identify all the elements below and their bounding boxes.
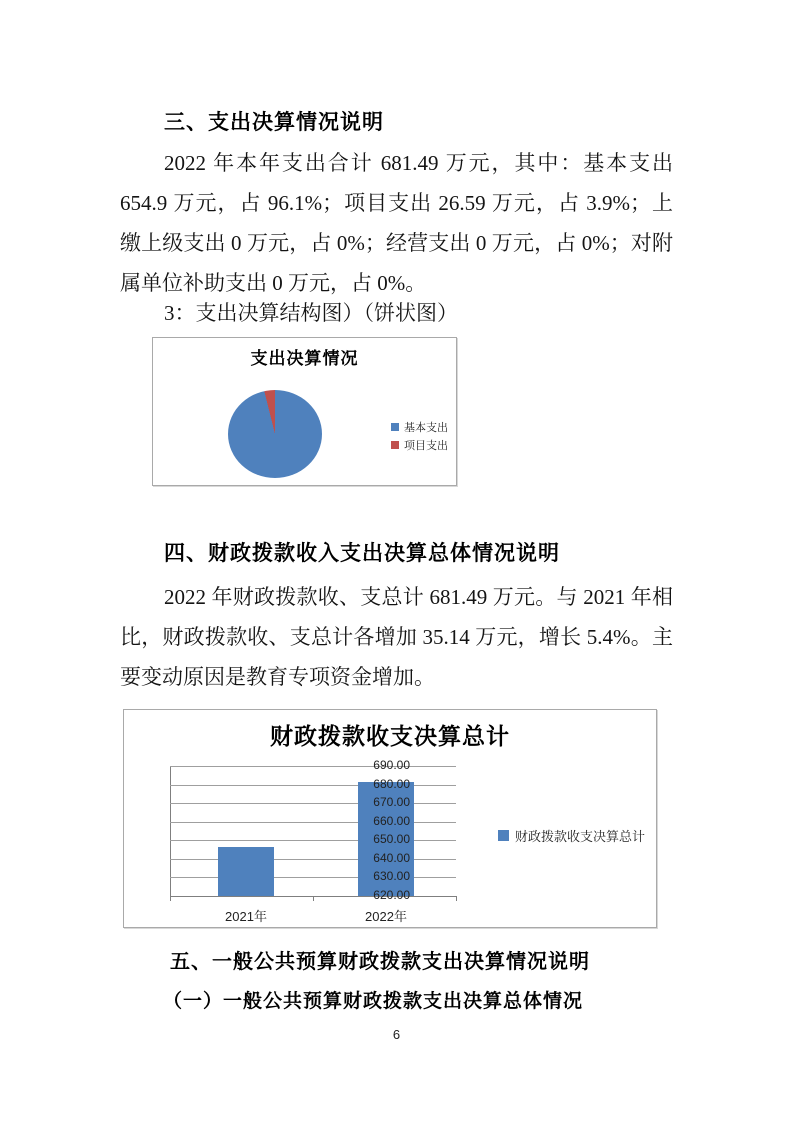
x-tick-mark [313,896,314,901]
section-3-heading: 三、支出决算情况说明 [164,111,384,134]
paragraph-line: 654.9 万元，占 96.1%；项目支出 26.59 万元，占 3.9%；上 [120,191,673,215]
page-number: 6 [392,1027,401,1042]
paragraph-line: 要变动原因是教育专项资金增加。 [120,665,435,689]
bar-legend [498,826,645,844]
x-tick-mark [170,896,171,901]
y-tick-label: 640.00 [373,850,410,865]
legend-swatch-red-icon [391,441,399,449]
pie-chart-caption: 3：支出决算结构图）（饼状图） [164,301,458,325]
x-axis-label-2021: 2021年 [225,909,267,924]
bar-chart [123,709,657,928]
bar-2021年 [218,847,274,896]
y-tick-label: 660.00 [373,813,410,828]
paragraph-line: 2022 年本年支出合计 681.49 万元，其中：基本支出 [164,151,673,175]
x-axis-label-2022: 2022年 [365,909,407,924]
pie-chart [152,337,457,486]
pie-chart-title: 支出决算情况 [250,349,359,368]
legend-item [391,436,448,454]
section-4-paragraph [120,577,673,697]
legend-swatch-blue-icon [498,830,509,841]
section-4-heading: 四、财政拨款收入支出决算总体情况说明 [164,542,560,565]
section-3-paragraph [120,143,673,303]
paragraph-line: 2022 年财政拨款收、支总计 681.49 万元。与 2021 年相 [164,585,673,609]
y-tick-label: 690.00 [373,758,410,772]
legend-item [391,418,448,436]
section-5-heading: 五、一般公共预算财政拨款支出决算情况说明 [170,951,590,973]
paragraph-line: 缴上级支出 0 万元，占 0%；经营支出 0 万元，占 0%；对附 [120,231,673,255]
y-tick-label: 650.00 [373,832,410,847]
y-tick-label: 620.00 [373,888,410,902]
y-tick-label: 680.00 [373,776,410,791]
section-5-subheading: （一）一般公共预算财政拨款支出决算总体情况 [163,991,584,1012]
bar-chart-plot-area [170,766,456,896]
y-tick-label: 670.00 [373,795,410,810]
paragraph-line: 比，财政拨款收、支总计各增加 35.14 万元，增长 5.4%。主 [120,625,673,649]
pie-legend [391,418,448,454]
legend-label: 财政拨款收支决算总计 [515,828,646,844]
legend-swatch-blue-icon [391,423,399,431]
legend-item [498,826,645,844]
legend-label: 基本支出 [404,422,448,434]
y-tick-label: 630.00 [373,869,410,884]
gridline [170,766,456,767]
x-tick-mark [456,896,457,901]
legend-label: 项目支出 [404,440,448,452]
pie-graphic [228,390,322,478]
bar-chart-title: 财政拨款收支决算总计 [270,724,510,749]
paragraph-line: 属单位补助支出 0 万元，占 0%。 [120,271,427,295]
